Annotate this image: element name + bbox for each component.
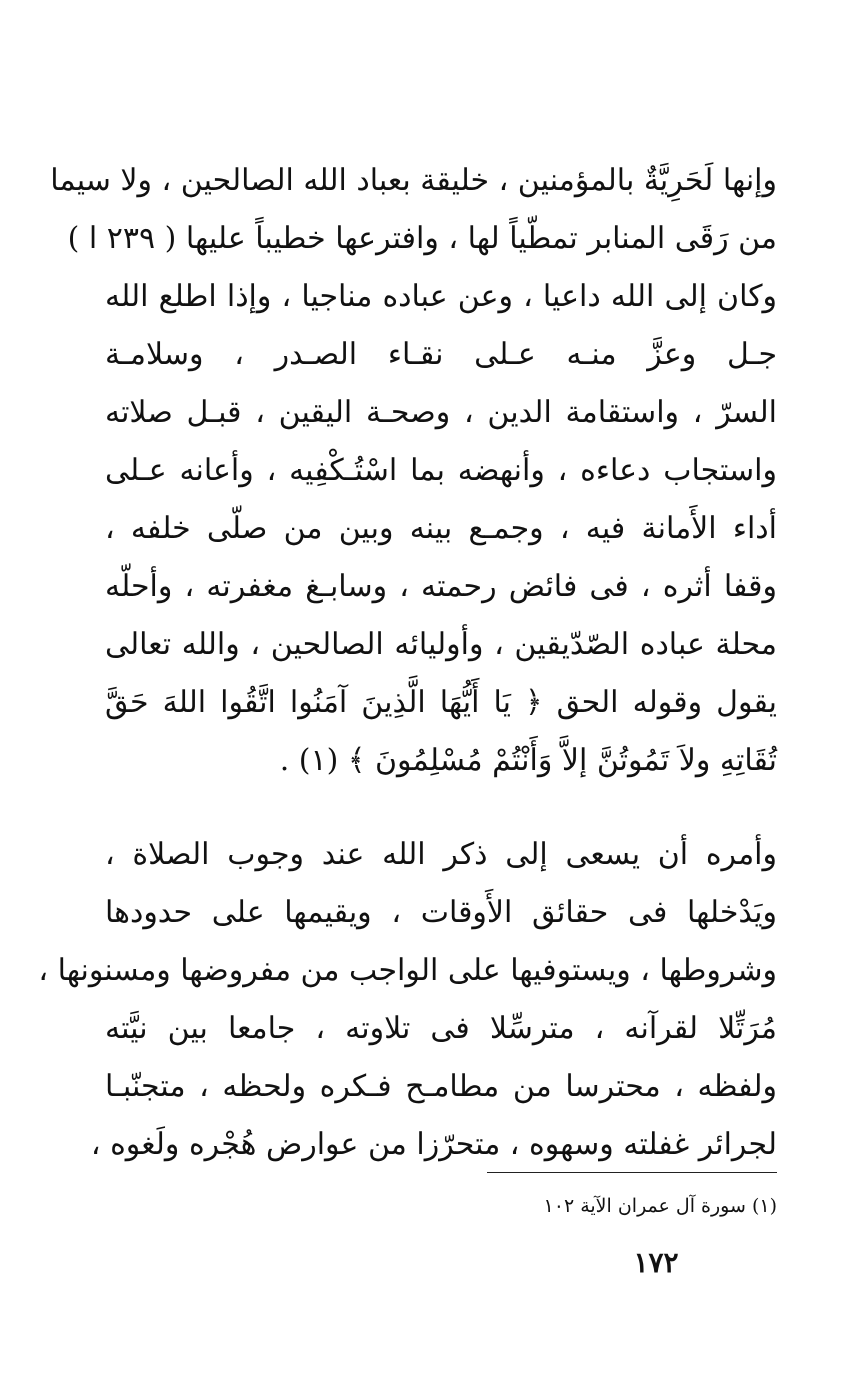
page-number: ١٧٢ bbox=[633, 1246, 679, 1279]
text-line: من رَقَى المنابر تمطّياً لها ، وافترعها خطيباً عليها ( ٢٣٩ ا ) bbox=[67, 221, 777, 256]
text-line: جـل وعزَّ منـه عـلى نقـاء الصـدر ، وسلامـة bbox=[105, 337, 777, 372]
text-line: ويَدْخلها فى حقائق الأَوقات ، ويقيمها على حدودها bbox=[105, 895, 777, 930]
text-line: تُقَاتِهِ ولاَ تَمُوتُنَّ إلاَّ وَأَنْتُمْ مُسْلِمُونَ ﴾ (١) . bbox=[279, 743, 777, 778]
text-line: وأمره أن يسعى إلى ذكر الله عند وجوب الصلاة ، bbox=[105, 837, 777, 872]
text-line: واستجاب دعاءه ، وأنهضه بما اسْتُـكْفِيه ، وأعانه عـلى bbox=[105, 453, 777, 488]
text-line: وإنها لَحَرِيَّةٌ بالمؤمنين ، خليقة بعباد الله الصالحين ، ولا سيما bbox=[50, 163, 777, 198]
text-line: لجرائر غفلته وسهوه ، متحرّزا من عوارض هُجْره ولَغوه ، bbox=[90, 1127, 777, 1162]
text-line: مُرَتِّلا لقرآنه ، مترسِّلا فى تلاوته ، جامعا بين نيَّته bbox=[105, 1011, 777, 1046]
text-line: يقول وقوله الحق ﴿ يَا أَيُّهَا الَّذِينَ آمَنُوا اتَّقُوا اللهَ حَقَّ bbox=[105, 685, 777, 720]
text-line: وكان إلى الله داعيا ، وعن عباده مناجيا ، وإذا اطلع الله bbox=[105, 279, 777, 314]
paragraph-1 bbox=[50, 152, 777, 790]
text-line: السرّ ، واستقامة الدين ، وصحـة اليقين ، قبـل صلاته bbox=[105, 395, 777, 430]
text-line: وقفا أثره ، فى فائض رحمته ، وسابـغ مغفرته ، وأحلّه bbox=[105, 569, 777, 604]
text-line: ولفظه ، محترسا من مطامـح فـكره ولحظه ، متجنّبـا bbox=[105, 1069, 777, 1104]
footnote-divider bbox=[487, 1172, 777, 1173]
text-line: وشروطها ، ويستوفيها على الواجب من مفروضها ومسنونها ، bbox=[38, 953, 777, 988]
paragraph-2 bbox=[38, 826, 777, 1174]
text-line: محلة عباده الصّدّيقين ، وأوليائه الصالحين ، والله تعالى bbox=[105, 627, 777, 662]
text-line: أداء الأَمانة فيه ، وجمـع بينه وبين من صلّى خلفه ، bbox=[105, 511, 777, 546]
footnote: (١) سورة آل عمران الآية ١٠٢ bbox=[543, 1195, 777, 1217]
